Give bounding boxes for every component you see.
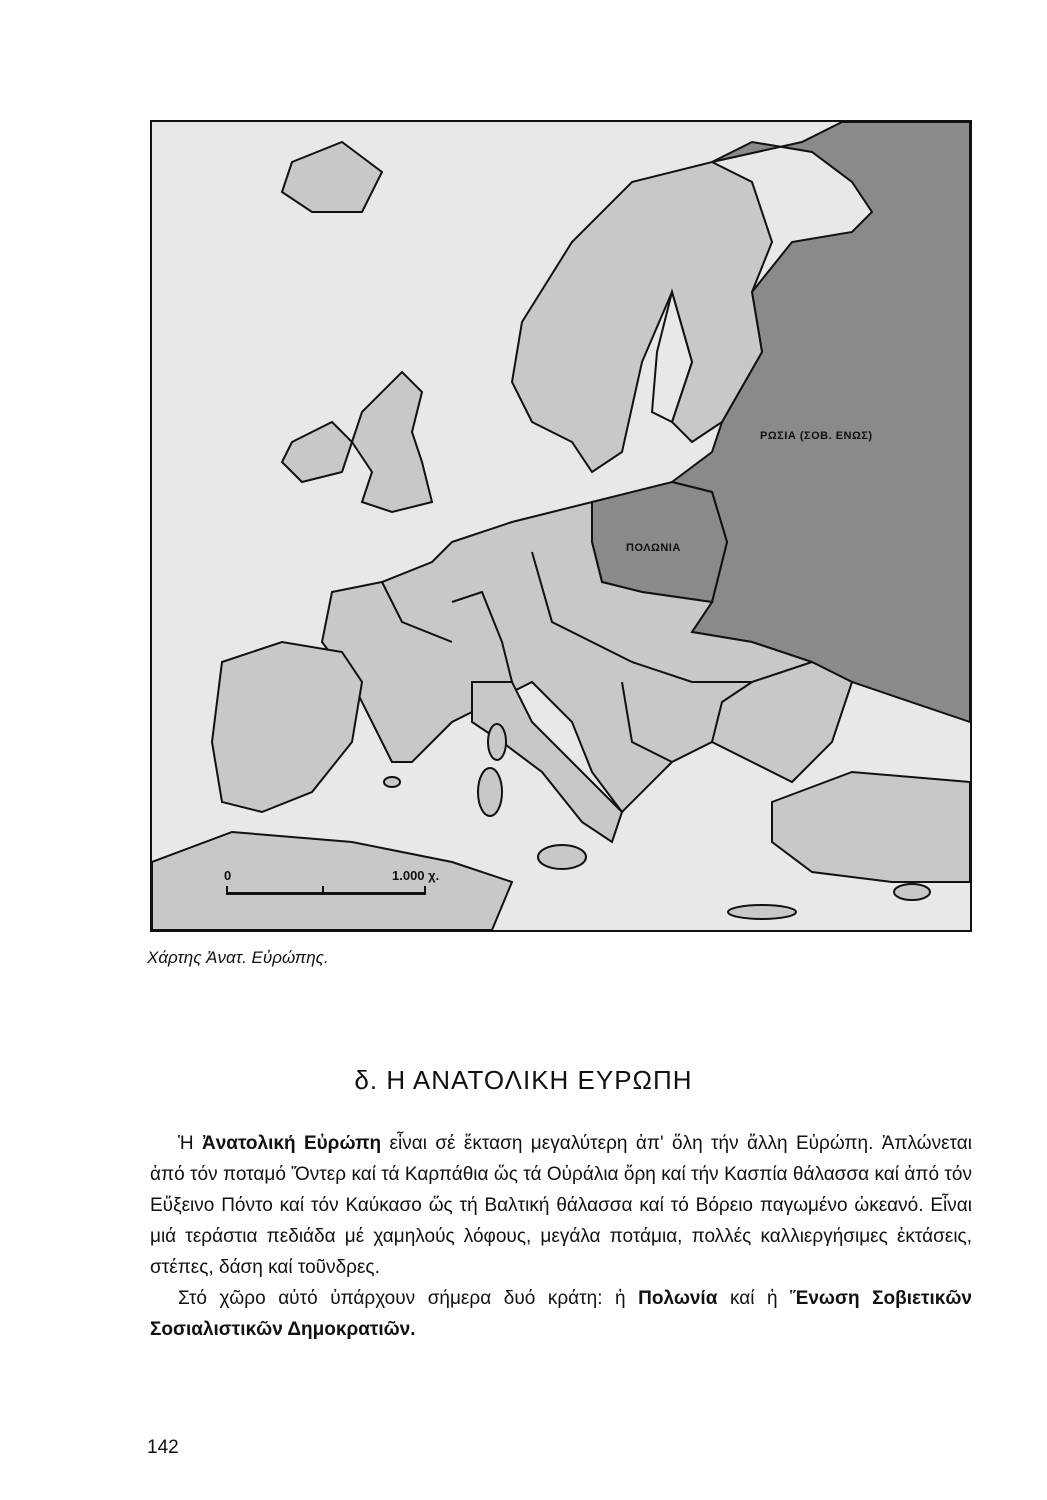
scale-tick xyxy=(226,886,228,895)
scale-tick xyxy=(424,886,426,895)
crete-island xyxy=(728,905,796,919)
paragraph-1-bold-term: Ἀνατολική Εὐρώπη xyxy=(201,1133,382,1154)
balearic-island xyxy=(384,777,400,787)
paragraph-2-bold-poland: Πολωνία xyxy=(638,1288,718,1309)
scale-tick xyxy=(322,886,324,895)
sicily-island xyxy=(538,845,586,869)
paragraph-1 xyxy=(150,1128,972,1283)
scale-bar xyxy=(226,892,426,895)
paragraph-2-start: Στό χῶρο αὐτό ὑπάρχουν σήμερα δυό κράτη: ἡ xyxy=(178,1288,639,1309)
corsica-island xyxy=(488,724,506,760)
paragraph-1-rest: εἶναι σέ ἔκταση μεγαλύτερη ἀπ' ὅλη τήν ἄλλη Εὐρώπη. Ἁπλώνεται ἀπό τόν ποταμό Ὄντερ καί τά Καρπάθια ὥς τά Οὐράλια ὄρη καί τήν Κασπία θάλασσα καί ἀπό τόν Εὔξεινο Πόντο καί τόν Καύκασο ὥς τή Βαλτική θάλασσα καί τό Βόρειο παγωμένο ὠκεανό. Εἶναι μιά τεράστια πεδιάδα μέ χαμηλούς λόφους, μεγάλα ποτάμια, πολλές καλλιεργήσιμες ἐκτάσεις, στέπες, δάση καί τοῦνδρες. xyxy=(150,1133,973,1278)
paragraph-2 xyxy=(150,1283,972,1345)
sardinia-island xyxy=(478,768,502,816)
map-scale xyxy=(224,868,440,900)
cyprus-island xyxy=(894,884,930,900)
paragraph-1-start: Ἡ xyxy=(178,1133,202,1154)
poland-map-label: ΠΟΛΩΝΙΑ xyxy=(626,542,681,554)
map-caption: Χάρτης Ἀνατ. Εὐρώπης. xyxy=(147,948,329,967)
europe-map xyxy=(150,120,972,932)
scale-end-label: 1.000 χ. xyxy=(392,868,440,883)
body-text xyxy=(150,1128,972,1345)
page-number: 142 xyxy=(147,1437,179,1458)
section-title: δ. Η ΑΝΑΤΟΛΙΚΗ ΕΥΡΩΠΗ xyxy=(354,1065,693,1095)
paragraph-2-mid: καί ἡ xyxy=(717,1288,791,1309)
map-drawing xyxy=(152,122,970,930)
russia-map-label: ΡΩΣΙΑ (ΣΟΒ. ΕΝΩΣ) xyxy=(760,430,873,442)
paragraph-2-bold-ussr: Ἕνωση Σοβιετικῶν Σοσιαλιστικῶν Δημοκρατιῶν. xyxy=(150,1288,972,1340)
scale-start-label: 0 xyxy=(224,868,232,883)
